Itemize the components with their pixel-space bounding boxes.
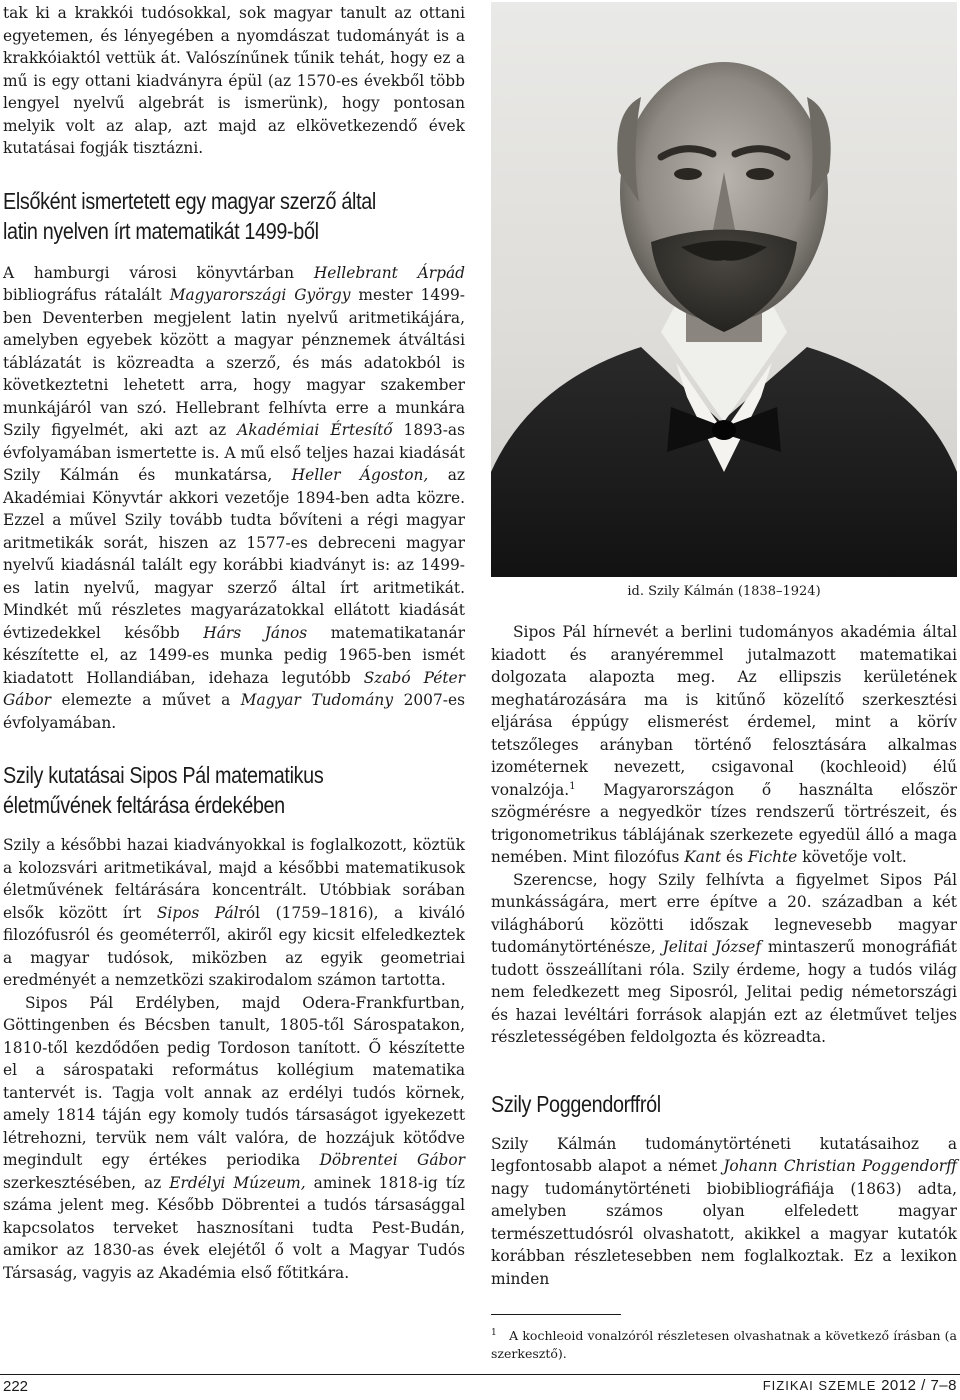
right-paragraph-1: Sipos Pál hírnevét a berlini tudományos akadémia által kiadott és aranyéremmel jutalmazott matematikai dolgozata alapozta meg. Az ellipszis kerületének meghatározására ma is kitűnő közelítő szerkesztési eljárása éppúgy elismerést érdemel, mint a körív tetszőleges arányban történő felosztására alkalmas izométernek nevezett, csigavonal (kochleoid) élű vonalzója.$^1$ Magyarországon ő használta először szögmérésre a negyedkör tízes rendszerű törtrészeit, és trigonometrikus táblájának szerkezete egyedül álló a maga nemében. Mint filozófus Kant és Fichte követője volt. (491, 623, 957, 866)
section1-paragraph: A hamburgi városi könyvtárban Hellebrant Árpád bibliográfus rátalált Magyarországi György mester 1499-ben Deventerben megjelent latin nyelvű aritmetikájára, amelyben egyebek között a magyar pénznemek átváltási táblázatát is közreadta a szerző, és más adatokból is következtetni lehetett arra, hogy magyar szakember munkájáról van szó. Hellebrant felhívta erre a munkára Szily figyelmét, aki azt az Akadémiai Értesítő 1893-as évfolyamában ismertette is. A mű első teljes hazai kiadását Szily Kálmán és munkatársa, Heller Ágoston, az Akadémiai Könyvtár akkori vezetője 1894-ben adta közre. Ezzel a művel Szily tovább tudta bővíteni a régi magyar aritmetikák sorát, hiszen az 1577-es debreceni magyar nyelvű kiadásnál talált egy korábbi kiadványt is: az 1499-es latin nyelvű, magyar szerző által írt aritmetikát. Mindkét mű részletes magyarázatokkal ellátott kiadását évtizedekkel később Hárs János matematikatanár készítette el, az 1499-es munka pedig 1965-ben ismét kiadatott Hollandiában, idehaza legutóbb Szabó Péter Gábor elemezte a művet a Magyar Tudomány 2007-es évfolyamában. (3, 263, 466, 732)
italic-name: Erdélyi Múzeum, (169, 1173, 306, 1192)
footer-rule (0, 1374, 960, 1375)
italic-name: Magyarországi György (169, 286, 351, 304)
journal-issue: 2012 / 7–8 (881, 1377, 957, 1394)
italic-name: Heller Ágoston, (291, 466, 429, 484)
section2-paragraph-1: Szily a későbbi hazai kiadványokkal is foglalkozott, köztük a kolozsvári aritmetikával, majd a későbbi matematikusok életművének feltárására koncentrált. Utóbbiak sorában elsők között írt Sipos Pálról (1759–1816), a kiváló filozófusról és geométerről, akiről egy kicsit elfeledkeztek a magyar tudósok, miközben az egyik geometriai eredményét a nemzetközi szakirodalom számon tartotta. (3, 836, 466, 989)
section-heading-poggendorff: Szily Poggendorffról (491, 1090, 661, 1117)
journal-name: FIZIKAI SZEMLE (762, 1378, 877, 1393)
footnote-reference: 1 (569, 780, 576, 792)
italic-name: Hellebrant Árpád (313, 263, 465, 282)
footnote (491, 1327, 957, 1363)
photo-caption: id. Szily Kálmán (1838–1924) (627, 584, 821, 599)
page-number: 222 (3, 1378, 29, 1395)
right-paragraph-2: Szerencse, hogy Szily felhívta a figyelmet Sipos Pál munkásságára, mert erre építve a 20. században a két világháború közötti időszak legnevesebb magyar tudománytörténésze, Jelitai József mintaszerű monográfiát tudott összeállítani róla. Szily érdeme, hogy a tudós világ nem feledkezett meg Siposról, Jelitai pedig németországi és hazai levéltári források alapján ezt az életművet teljes részletességében feldolgozta és közreadta. (491, 870, 957, 1046)
italic-name: Kant (684, 848, 722, 866)
italic-name: Jelitai József (662, 938, 762, 956)
footnote-text: A kochleoid vonalzóról részletesen olvashatnak a következő írásban (a szerkesztő). (491, 1328, 958, 1361)
section-heading-first-latin-arithmetic: Elsőként ismertetett egy magyar szerző által latin nyelven írt matematikát 1499-ből (3, 187, 376, 244)
italic-name: Fichte (747, 848, 798, 866)
italic-name: Magyar Tudomány (240, 691, 394, 709)
intro-paragraph: tak ki a krakkói tudósokkal, sok magyar tanult az ottani egyetemen, és lényegében a nyomdászat tudományát is a krakkóiaktól vettük át. Valószínűnek tűnik tehát, hogy ez a mű is egy ottani kiadványra épül (az 1570-es évekből több lengyel nyelvű algebrát is ismerünk), hogy pontosan melyik volt az alap, azt majd az elkövetkezendő évek kutatásai fogják tisztázni. (3, 4, 465, 157)
journal-reference (763, 1377, 957, 1394)
section-heading-sipos-pal: Szily kutatásai Sipos Pál matematikus életművének feltárása érdekében (3, 762, 324, 818)
italic-name: Sipos Pál (156, 903, 239, 922)
left-column (3, 2, 465, 1284)
italic-name: Johann Christian Poggendorff (723, 1157, 958, 1175)
section2-paragraph-2: Sipos Pál Erdélyben, majd Odera-Frankfurtban, Göttingenben és Bécsben tanult, 1805-től Sárospatakon, 1810-től kezdődően pedig Tordoson tanított. Ő készítette el a sárospataki református kollégium matematika tantervét is. Tagja volt annak az erdélyi tudós körnek, amely 1814 táján egy komoly tudós társaságot igyekezett létrehozni, tervük nem vált valóra, de hozzájuk kötődve megindult egy értékes periodika Döbrentei Gábor szerkesztésében, az Erdélyi Múzeum, aminek 1818-ig tíz száma jelent meg. Később Döbrentei a tudós társasággal kapcsolatos terveket hasznosítani tudta Pest-Budán, amikor az 1830-as évek elejétől ő volt a Magyar Tudós Társaság, vagyis az Akadémia első főtitkára. (3, 993, 466, 1282)
italic-name: Döbrentei Gábor (319, 1151, 466, 1169)
footnote-rule (491, 1314, 621, 1315)
right-column (491, 2, 957, 1363)
portrait-photo (491, 2, 957, 577)
italic-name: Szabó Péter Gábor (3, 668, 466, 709)
footnote-number: 1 (491, 1327, 497, 1338)
portrait-illustration (491, 2, 957, 577)
italic-name: Hárs János (203, 623, 308, 642)
section3-paragraph: Szily Kálmán tudománytörténeti kutatásaihoz a legfontosabb alapot a német Johann Christian Poggendorff nagy tudománytörténeti biobibliográfiája (1863) adta, amelyben számos olyan elfeledett magyar természettudósról olvashatott, akikkel a magyar kutatók korábban részletesebben nem foglalkoztak. Ez a lexikon minden (491, 1134, 958, 1288)
italic-name: Akadémiai Értesítő (237, 421, 393, 439)
page-footer (0, 1366, 960, 1400)
